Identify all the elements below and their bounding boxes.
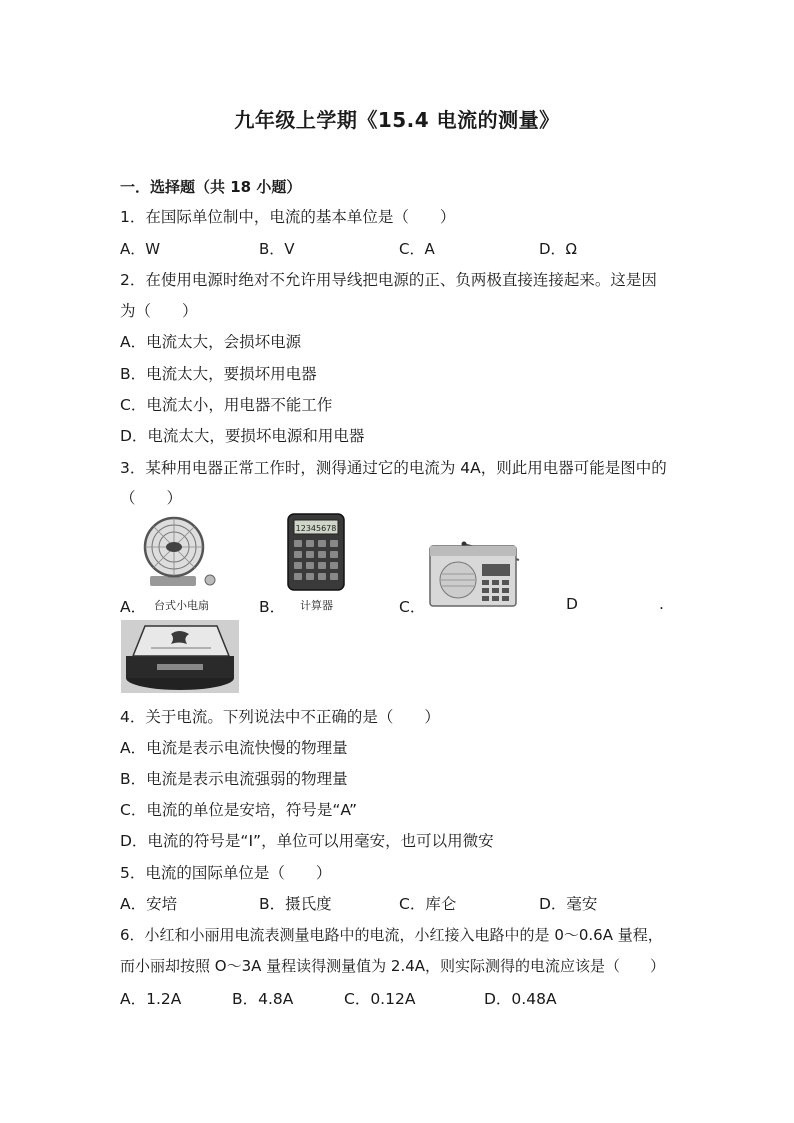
q5-option-c[interactable]: C．库仑: [399, 895, 457, 913]
calculator-display-text: 12345678: [295, 524, 337, 533]
q2-option-c[interactable]: C．电流太小，用电器不能工作: [120, 396, 333, 414]
q5-option-a[interactable]: A．安培: [120, 895, 178, 913]
question-6-stem-line1: 6．小红和小丽用电流表测量电路中的电流，小红接入电路中的是 0～0.6A 量程，: [120, 926, 663, 944]
q5-option-d[interactable]: D．毫安: [539, 895, 598, 913]
q3-option-d-dot: .: [659, 595, 664, 613]
q6-option-d[interactable]: D．0.48A: [484, 990, 557, 1008]
question-2-stem-line2: 为（ ）: [120, 302, 198, 320]
q3-option-b[interactable]: B．: [259, 598, 286, 616]
question-6-stem-line2: 而小丽却按照 O～3A 量程读得测量值为 2.4A，则实际测得的电流应该是（ ）: [120, 957, 666, 975]
document-title: 九年级上学期《15.4 电流的测量》: [234, 108, 560, 132]
question-3-stem-line2: （ ）: [120, 489, 183, 507]
q2-option-b[interactable]: B．电流太大，要损坏用电器: [120, 365, 317, 383]
q6-option-b[interactable]: B．4.8A: [232, 990, 294, 1008]
question-3-stem-line1: 3．某种用电器正常工作时，测得通过它的电流为 4A，则此用电器可能是图中的: [120, 459, 667, 477]
q4-option-c[interactable]: C．电流的单位是安培，符号是“A”: [120, 801, 358, 819]
q2-option-a[interactable]: A．电流太大，会损坏电源: [120, 333, 302, 351]
q4-option-a[interactable]: A．电流是表示电流快慢的物理量: [120, 739, 348, 757]
q4-option-b[interactable]: B．电流是表示电流强弱的物理量: [120, 770, 348, 788]
q1-option-a[interactable]: A．W: [120, 240, 161, 258]
q3-option-a[interactable]: A．: [120, 598, 147, 616]
desk-fan-caption: 台式小电扇: [154, 599, 209, 612]
radio-image: [424, 522, 524, 610]
q3-option-c[interactable]: C．: [399, 598, 426, 616]
question-1-stem: 1．在国际单位制中，电流的基本单位是（ ）: [120, 208, 456, 226]
question-4-stem: 4．关于电流。下列说法中不正确的是（ ）: [120, 708, 440, 726]
desk-fan-image: [140, 514, 222, 596]
q6-option-a[interactable]: A．1.2A: [120, 990, 182, 1008]
q1-option-b[interactable]: B．V: [259, 240, 295, 258]
calculator-image: [286, 512, 346, 592]
calculator-caption: 计算器: [300, 599, 333, 612]
section-heading: 一．选择题（共 18 小题）: [120, 178, 302, 196]
q1-option-d[interactable]: D．Ω: [539, 240, 578, 258]
q1-option-c[interactable]: C．A: [399, 240, 435, 258]
q4-option-d[interactable]: D．电流的符号是“I”，单位可以用毫安，也可以用微安: [120, 832, 494, 850]
q6-option-c[interactable]: C．0.12A: [344, 990, 416, 1008]
cooker-image: [121, 620, 239, 693]
q3-option-d[interactable]: D: [566, 595, 578, 613]
q5-option-b[interactable]: B．摄氏度: [259, 895, 332, 913]
question-5-stem: 5．电流的国际单位是（ ）: [120, 864, 332, 882]
question-2-stem-line1: 2．在使用电源时绝对不允许用导线把电源的正、负两极直接连接起来。这是因: [120, 271, 657, 289]
q2-option-d[interactable]: D．电流太大，要损坏电源和用电器: [120, 427, 365, 445]
